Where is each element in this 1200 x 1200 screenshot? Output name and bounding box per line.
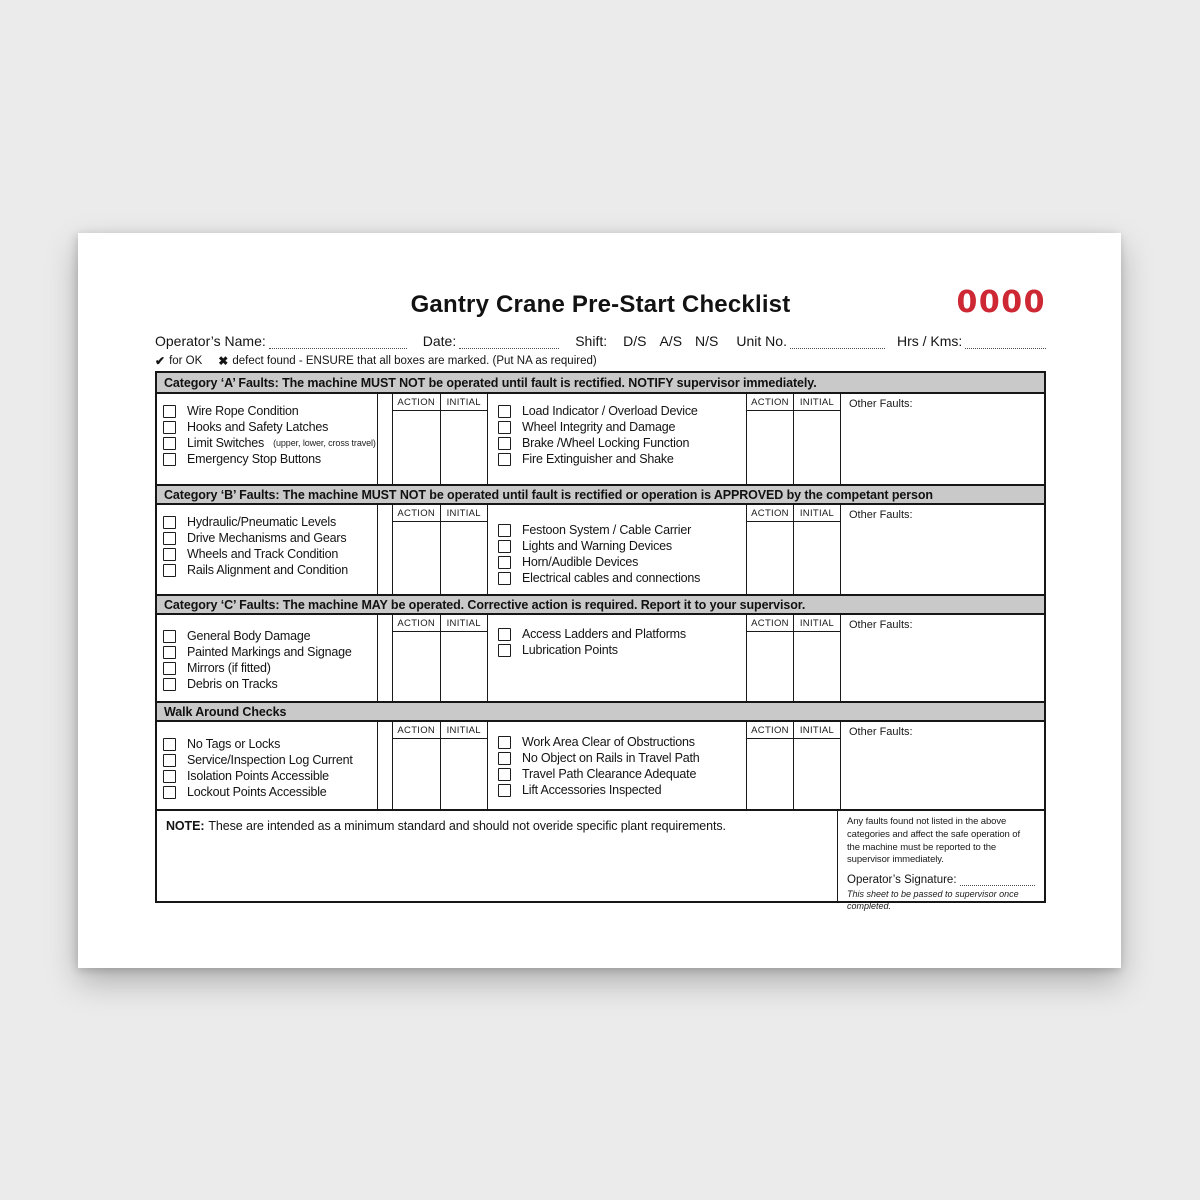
checklist-item — [498, 522, 744, 538]
checklist-item-label: Rails Alignment and Condition — [187, 563, 348, 577]
initial-write-area[interactable] — [441, 632, 488, 701]
side-note-text: Any faults found not listed in the above categories and affect the safe operation of the machine must be reported to the supervisor immediately. — [847, 816, 1020, 866]
checklist-item-label: Wheels and Track Condition — [187, 547, 339, 561]
checklist-item — [498, 734, 744, 750]
action-column-header: ACTION — [747, 505, 793, 522]
checklist-item-label: Hooks and Safety Latches — [187, 420, 329, 434]
checkbox[interactable] — [163, 738, 176, 751]
checkbox[interactable] — [163, 548, 176, 561]
section-header-walk-around: Walk Around Checks — [157, 701, 1044, 722]
action-initial-columns — [746, 505, 841, 594]
checklist-item-note: (upper, lower, cross travel) — [273, 438, 376, 448]
other-faults-label: Other Faults: — [849, 619, 913, 631]
checklist-item — [498, 782, 744, 798]
section-b-right-items — [488, 505, 746, 594]
checklist-item-label: No Tags or Locks — [187, 737, 281, 751]
checklist-item — [498, 538, 744, 554]
walk-around-row — [157, 722, 1044, 809]
checklist-item — [498, 750, 744, 766]
checkbox[interactable] — [163, 662, 176, 675]
initial-write-area[interactable] — [441, 739, 488, 809]
footer-side-box — [837, 811, 1044, 912]
other-faults-cell[interactable] — [841, 722, 1044, 809]
initial-column-header: INITIAL — [794, 722, 840, 739]
checklist-item — [163, 530, 375, 546]
checklist-item-label: Wire Rope Condition — [187, 404, 299, 418]
checklist-item-label: Wheel Integrity and Damage — [522, 420, 676, 434]
checkbox[interactable] — [498, 540, 511, 553]
initial-column-header: INITIAL — [441, 394, 488, 411]
initial-column-header: INITIAL — [794, 505, 840, 522]
action-write-area[interactable] — [393, 411, 440, 484]
checklist-item-label: Lubrication Points — [522, 643, 618, 657]
page-title: Gantry Crane Pre-Start Checklist — [410, 291, 791, 318]
checklist-item — [163, 644, 375, 660]
checklist-item-label: Painted Markings and Signage — [187, 645, 352, 659]
action-initial-columns — [746, 722, 841, 809]
legend-tick-text: for OK — [169, 354, 203, 367]
pass-to-supervisor-note: This sheet to be passed to supervisor once completed. — [847, 889, 1019, 912]
checkbox[interactable] — [163, 678, 176, 691]
checklist-item — [163, 451, 375, 467]
checklist-item-label: Fire Extinguisher and Shake — [522, 452, 674, 466]
checkbox[interactable] — [163, 786, 176, 799]
checklist-item — [498, 570, 744, 586]
header-fields-row — [155, 330, 1046, 349]
checklist-item — [163, 752, 375, 768]
checklist-item — [498, 766, 744, 782]
checklist-item — [163, 784, 375, 800]
initial-column-header: INITIAL — [794, 394, 840, 411]
checklist-item-label: Debris on Tracks — [187, 677, 278, 691]
date-label: Date: — [422, 333, 457, 349]
action-column-header: ACTION — [393, 394, 440, 411]
action-initial-columns — [392, 722, 488, 809]
shift-option-ns[interactable]: N/S — [695, 333, 719, 349]
checkbox[interactable] — [163, 437, 176, 450]
checklist-item-label: Lights and Warning Devices — [522, 539, 672, 553]
action-initial-columns — [392, 615, 488, 701]
note-text: These are intended as a minimum standard and should not overide specific plant requirements. — [208, 819, 726, 833]
initial-write-area[interactable] — [441, 411, 488, 484]
action-write-area[interactable] — [747, 632, 793, 701]
checklist-sheet — [78, 233, 1121, 968]
checklist-item — [163, 419, 375, 435]
checklist-item-label: Horn/Audible Devices — [522, 555, 639, 569]
legend-row — [155, 353, 1046, 368]
action-write-area[interactable] — [393, 522, 440, 594]
checkbox[interactable] — [498, 524, 511, 537]
checklist-item — [498, 642, 744, 658]
checklist-item-label: Festoon System / Cable Carrier — [522, 523, 692, 537]
signature-row — [847, 874, 1035, 886]
shift-label: Shift: — [575, 333, 608, 349]
hrs-kms-input-line[interactable] — [965, 335, 1046, 349]
checklist-item — [163, 562, 375, 578]
checkbox[interactable] — [498, 768, 511, 781]
checklist-item — [163, 403, 375, 419]
section-header-category-a: Category ‘A’ Faults: The machine MUST NOT be operated until fault is rectified. NOTIFY supervisor immediately. — [157, 373, 1044, 394]
checklist-item — [498, 403, 744, 419]
checklist-item-label: Hydraulic/Pneumatic Levels — [187, 515, 337, 529]
section-c-row — [157, 615, 1044, 701]
checkbox[interactable] — [163, 421, 176, 434]
action-column-header: ACTION — [393, 722, 440, 739]
checkbox[interactable] — [498, 752, 511, 765]
checklist-item-label: Service/Inspection Log Current — [187, 753, 353, 767]
action-initial-columns — [392, 505, 488, 594]
checklist-item — [163, 660, 375, 676]
other-faults-label: Other Faults: — [849, 398, 913, 410]
action-initial-columns — [746, 394, 841, 484]
checklist-item — [498, 554, 744, 570]
initial-column-header: INITIAL — [441, 722, 488, 739]
section-a-row — [157, 394, 1044, 484]
checkbox[interactable] — [163, 564, 176, 577]
checklist-item — [163, 628, 375, 644]
checklist-item-label: Lift Accessories Inspected — [522, 783, 662, 797]
shift-option-as[interactable]: A/S — [659, 333, 683, 349]
action-initial-columns — [746, 615, 841, 701]
initial-column-header: INITIAL — [794, 615, 840, 632]
cross-icon: ✖ — [218, 353, 229, 368]
initial-write-area[interactable] — [794, 411, 840, 484]
shift-option-ds[interactable]: D/S — [623, 333, 647, 349]
other-faults-cell[interactable] — [841, 505, 1044, 594]
walk-around-left-items — [157, 722, 378, 809]
section-b-left-items — [157, 505, 378, 594]
footer-note — [157, 811, 837, 901]
checkbox[interactable] — [163, 754, 176, 767]
section-a-right-items — [488, 394, 746, 484]
checkbox[interactable] — [498, 628, 511, 641]
checkbox[interactable] — [498, 453, 511, 466]
checklist-item-label: Isolation Points Accessible — [187, 769, 329, 783]
action-write-area[interactable] — [747, 739, 793, 809]
unit-no-label: Unit No. — [736, 333, 787, 349]
checklist-item — [163, 546, 375, 562]
checklist-item-label: Lockout Points Accessible — [187, 785, 327, 799]
sheet-content — [78, 233, 1121, 912]
checklist-item-label: General Body Damage — [187, 629, 311, 643]
action-column-header: ACTION — [393, 615, 440, 632]
checkbox[interactable] — [163, 405, 176, 418]
initial-write-area[interactable] — [441, 522, 488, 594]
action-column-header: ACTION — [393, 505, 440, 522]
checkbox[interactable] — [163, 630, 176, 643]
operator-name-input-line[interactable] — [269, 335, 407, 349]
checkbox[interactable] — [498, 784, 511, 797]
other-faults-cell[interactable] — [841, 615, 1044, 701]
checklist-item-label: Mirrors (if fitted) — [187, 661, 271, 675]
checkbox[interactable] — [498, 572, 511, 585]
legend-cross-text: defect found - ENSURE that all boxes are marked. (Put NA as required) — [232, 354, 597, 367]
initial-write-area[interactable] — [794, 632, 840, 701]
footer-row — [157, 809, 1044, 912]
section-b-row — [157, 505, 1044, 594]
initial-column-header: INITIAL — [441, 505, 488, 522]
initial-column-header: INITIAL — [441, 615, 488, 632]
initial-write-area[interactable] — [794, 739, 840, 809]
checklist-table — [155, 371, 1046, 912]
action-column-header: ACTION — [747, 615, 793, 632]
checklist-item-label: Drive Mechanisms and Gears — [187, 531, 347, 545]
action-write-area[interactable] — [747, 411, 793, 484]
checkbox[interactable] — [498, 437, 511, 450]
signature-input-line[interactable] — [960, 875, 1035, 886]
checklist-item — [498, 451, 744, 467]
checkbox[interactable] — [163, 453, 176, 466]
checkbox[interactable] — [498, 405, 511, 418]
action-write-area[interactable] — [393, 739, 440, 809]
section-c-right-items — [488, 615, 746, 701]
checkbox[interactable] — [163, 516, 176, 529]
checkbox[interactable] — [163, 646, 176, 659]
hrs-kms-label: Hrs / Kms: — [896, 333, 963, 349]
section-c-left-items — [157, 615, 378, 701]
checklist-item-label: Electrical cables and connections — [522, 571, 701, 585]
checklist-item-label: Emergency Stop Buttons — [187, 452, 321, 466]
checklist-item-label: Access Ladders and Platforms — [522, 627, 686, 641]
checklist-item-label: No Object on Rails in Travel Path — [522, 751, 700, 765]
checklist-item — [163, 514, 375, 530]
other-faults-cell[interactable] — [841, 394, 1044, 484]
date-input-line[interactable] — [459, 335, 559, 349]
checklist-item — [498, 626, 744, 642]
other-faults-label: Other Faults: — [849, 509, 913, 521]
signature-label: Operator’s Signature: — [847, 874, 957, 887]
section-a-left-items — [157, 394, 378, 484]
checklist-item-label: Limit Switches — [187, 436, 265, 450]
checklist-item — [163, 768, 375, 784]
action-column-header: ACTION — [747, 722, 793, 739]
checkbox[interactable] — [163, 770, 176, 783]
checkbox[interactable] — [498, 644, 511, 657]
checklist-item-label: Brake /Wheel Locking Function — [522, 436, 690, 450]
operator-name-label: Operator’s Name: — [155, 333, 266, 349]
checklist-item — [163, 736, 375, 752]
checklist-item — [163, 676, 375, 692]
unit-no-input-line[interactable] — [790, 335, 885, 349]
form-number: 0000 — [956, 285, 1046, 320]
checklist-item — [498, 419, 744, 435]
section-header-category-c: Category ‘C’ Faults: The machine MAY be operated. Corrective action is required. Report it to your supervisor. — [157, 594, 1044, 615]
checkbox[interactable] — [498, 736, 511, 749]
checklist-item-label: Work Area Clear of Obstructions — [522, 735, 695, 749]
note-label: NOTE: — [166, 819, 205, 833]
checkbox[interactable] — [498, 556, 511, 569]
action-write-area[interactable] — [747, 522, 793, 594]
initial-write-area[interactable] — [794, 522, 840, 594]
check-icon: ✔ — [155, 353, 166, 368]
checkbox[interactable] — [163, 532, 176, 545]
checklist-item — [498, 435, 744, 451]
action-initial-columns — [392, 394, 488, 484]
checkbox[interactable] — [498, 421, 511, 434]
checklist-item-label: Load Indicator / Overload Device — [522, 404, 698, 418]
section-header-category-b: Category ‘B’ Faults: The machine MUST NOT be operated until fault is rectified or operation is APPROVED by the competant person — [157, 484, 1044, 505]
title-bar — [155, 285, 1046, 325]
walk-around-right-items — [488, 722, 746, 809]
action-column-header: ACTION — [747, 394, 793, 411]
checklist-item-label: Travel Path Clearance Adequate — [522, 767, 697, 781]
other-faults-label: Other Faults: — [849, 726, 913, 738]
action-write-area[interactable] — [393, 632, 440, 701]
checklist-item — [163, 435, 375, 451]
